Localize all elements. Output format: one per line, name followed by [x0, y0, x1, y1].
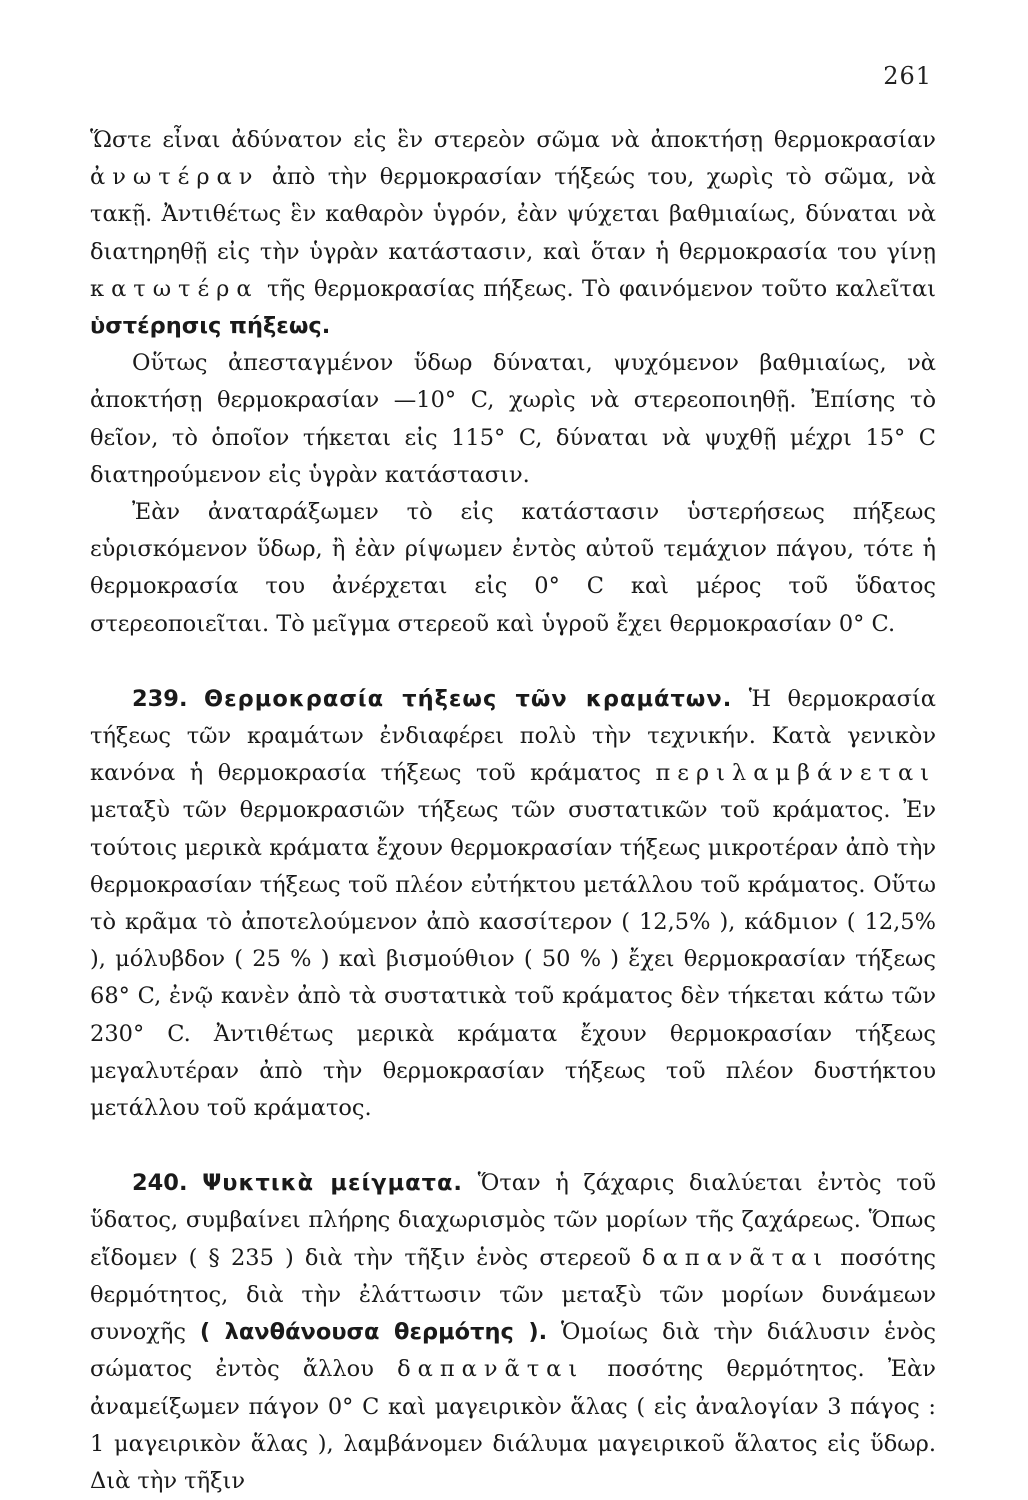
paragraph-distilled-water: Οὕτως ἀπεσταγμένον ὕδωρ δύναται, ψυχόμενον βαθμιαίως, νὰ ἀποκτήσῃ θερμοκρασίαν —10° C, χωρὶς νὰ στερεοποιηθῇ. Ἐπίσης τὸ θεῖον, τὸ ὁποῖον τήκεται εἰς 115° C, δύναται νὰ ψυχθῇ μέχρι 15° C διατηρούμενον εἰς ὑγρὰν κατάστασιν.: [90, 350, 936, 488]
text-run: τῆς θερμοκρασίας πήξεως. Τὸ φαινόμενον τοῦτο καλεῖται: [266, 275, 936, 302]
spaced-emphasis: δαπανᾶται: [642, 1244, 830, 1271]
paragraph-agitation: Ἐὰν ἀναταράξωμεν τὸ εἰς κατάστασιν ὑστερήσεως πήξεως εὑρισκόμενον ὕδωρ, ἢ ἐὰν ρίψωμεν ἐντὸς αὐτοῦ τεμάχιον πάγου, τότε ἡ θερμοκρασία του ἀνέρχεται εἰς 0° C καὶ μέρος τοῦ ὕδατος στερεοποιεῖται. Τὸ μεῖγμα στερεοῦ καὶ ὑγροῦ ἔχει θερμοκρασίαν 0° C.: [90, 499, 936, 637]
section-240: [90, 1165, 936, 1500]
section-title: Ψυκτικὰ μείγματα.: [202, 1170, 463, 1197]
section-number: 239.: [132, 685, 188, 712]
text-run: μεταξὺ τῶν θερμοκρασιῶν τήξεως τῶν συστατικῶν τοῦ κράματος. Ἐν τούτοις μερικὰ κράματα ἔχουν θερμοκρασίαν τήξεως μικροτέραν ἀπὸ τὴν θερμοκρασίαν τήξεως τοῦ πλέον εὐτήκτου μετάλλου τοῦ κράματος. Οὕτω τὸ κρᾶμα τὸ ἀποτελούμενον ἀπὸ κασσίτερον ( 12,5% ), κάδμιον ( 12,5% ), μόλυβδον ( 25 % ) καὶ βισμούθιον ( 50 % ) ἔχει θερμοκρασίαν τήξεως 68° C, ἐνῷ κανὲν ἀπὸ τὰ συστατικὰ τοῦ κράματος δὲν τήκεται κάτω τῶν 230° C. Ἀντιθέτως μερικὰ κράματα ἔχουν θερμοκρασίαν τήξεως μεγαλυτέραν ἀπὸ τὴν θερμοκρασίαν τήξεως τοῦ πλέον δυστήκτου μετάλλου τοῦ κράματος.: [90, 797, 936, 1122]
page-number: 261: [883, 62, 932, 90]
spaced-emphasis: κατωτέρα: [90, 275, 259, 302]
latent-heat-term: ( λανθάνουσα θερμότης ).: [199, 1319, 548, 1346]
spaced-emphasis: ἀνωτέραν: [90, 164, 260, 191]
text-run: Ὁμοίως διὰ τὴν διάλυσιν ἑνὸς σώματος ἐντὸς ἄλλου: [90, 1319, 937, 1383]
text-run: Ὥστε εἶναι ἀδύνατον εἰς ἓν στερεὸν σῶμα νὰ ἀποκτήσῃ θερμοκρασίαν: [90, 127, 936, 153]
text-run: Ὅταν ἡ ζάχαρις διαλύεται ἐντὸς τοῦ ὕδατος, συμβαίνει πλήρης διαχωρισμὸς τῶν μορίων τῆς ζαχάρεως. Ὅπως εἴδομεν ( § 235 ) διὰ τὴν τῆξιν ἑνὸς στερεοῦ: [90, 1170, 936, 1271]
text-run: ποσότης θερμότητος. Ἐὰν ἀναμείξωμεν πάγον 0° C καὶ μαγειρικὸν ἅλας ( εἰς ἀναλογίαν 3 πάγος : 1 μαγειρικὸν ἅλας ), λαμβάνομεν διάλυμα μαγειρικοῦ ἅλατος εἰς ὕδωρ. Διὰ τὴν τῆξιν: [90, 1356, 936, 1494]
spaced-emphasis: δαπανᾶται: [397, 1356, 585, 1383]
section-number: 240.: [132, 1170, 188, 1197]
spaced-emphasis: περιλαμβάνεται: [655, 760, 937, 787]
text-run: ποσότης θερμότητος, διὰ τὴν ἐλάττωσιν τῶν μεταξὺ τῶν μορίων δυνάμεων συνοχῆς: [90, 1244, 937, 1346]
bold-term: ὑστέρησις πήξεως.: [90, 313, 331, 340]
section-title: Θερμοκρασία τήξεως τῶν κραμάτων.: [204, 685, 733, 712]
paragraph-supercooling: [90, 122, 936, 345]
body-text: [90, 122, 936, 1500]
text-run: ἀπὸ τὴν θερμοκρασίαν τήξεώς του, χωρὶς τὸ σῶμα, νὰ τακῇ. Ἀντιθέτως ἓν καθαρὸν ὑγρόν, ἐὰν ψύχεται βαθμιαίως, δύναται νὰ διατηρηθῇ εἰς τὴν ὑγρὰν κατάστασιν, καὶ ὅταν ἡ θερμοκρασία του γίνῃ: [90, 164, 936, 265]
section-239: [90, 681, 936, 1127]
text-run: Ἡ θερμοκρασία τήξεως τῶν κραμάτων ἐνδιαφέρει πολὺ τὴν τεχνικήν. Κατὰ γενικὸν κανόνα ἡ θερμοκρασία τήξεως τοῦ κράματος: [90, 685, 936, 787]
